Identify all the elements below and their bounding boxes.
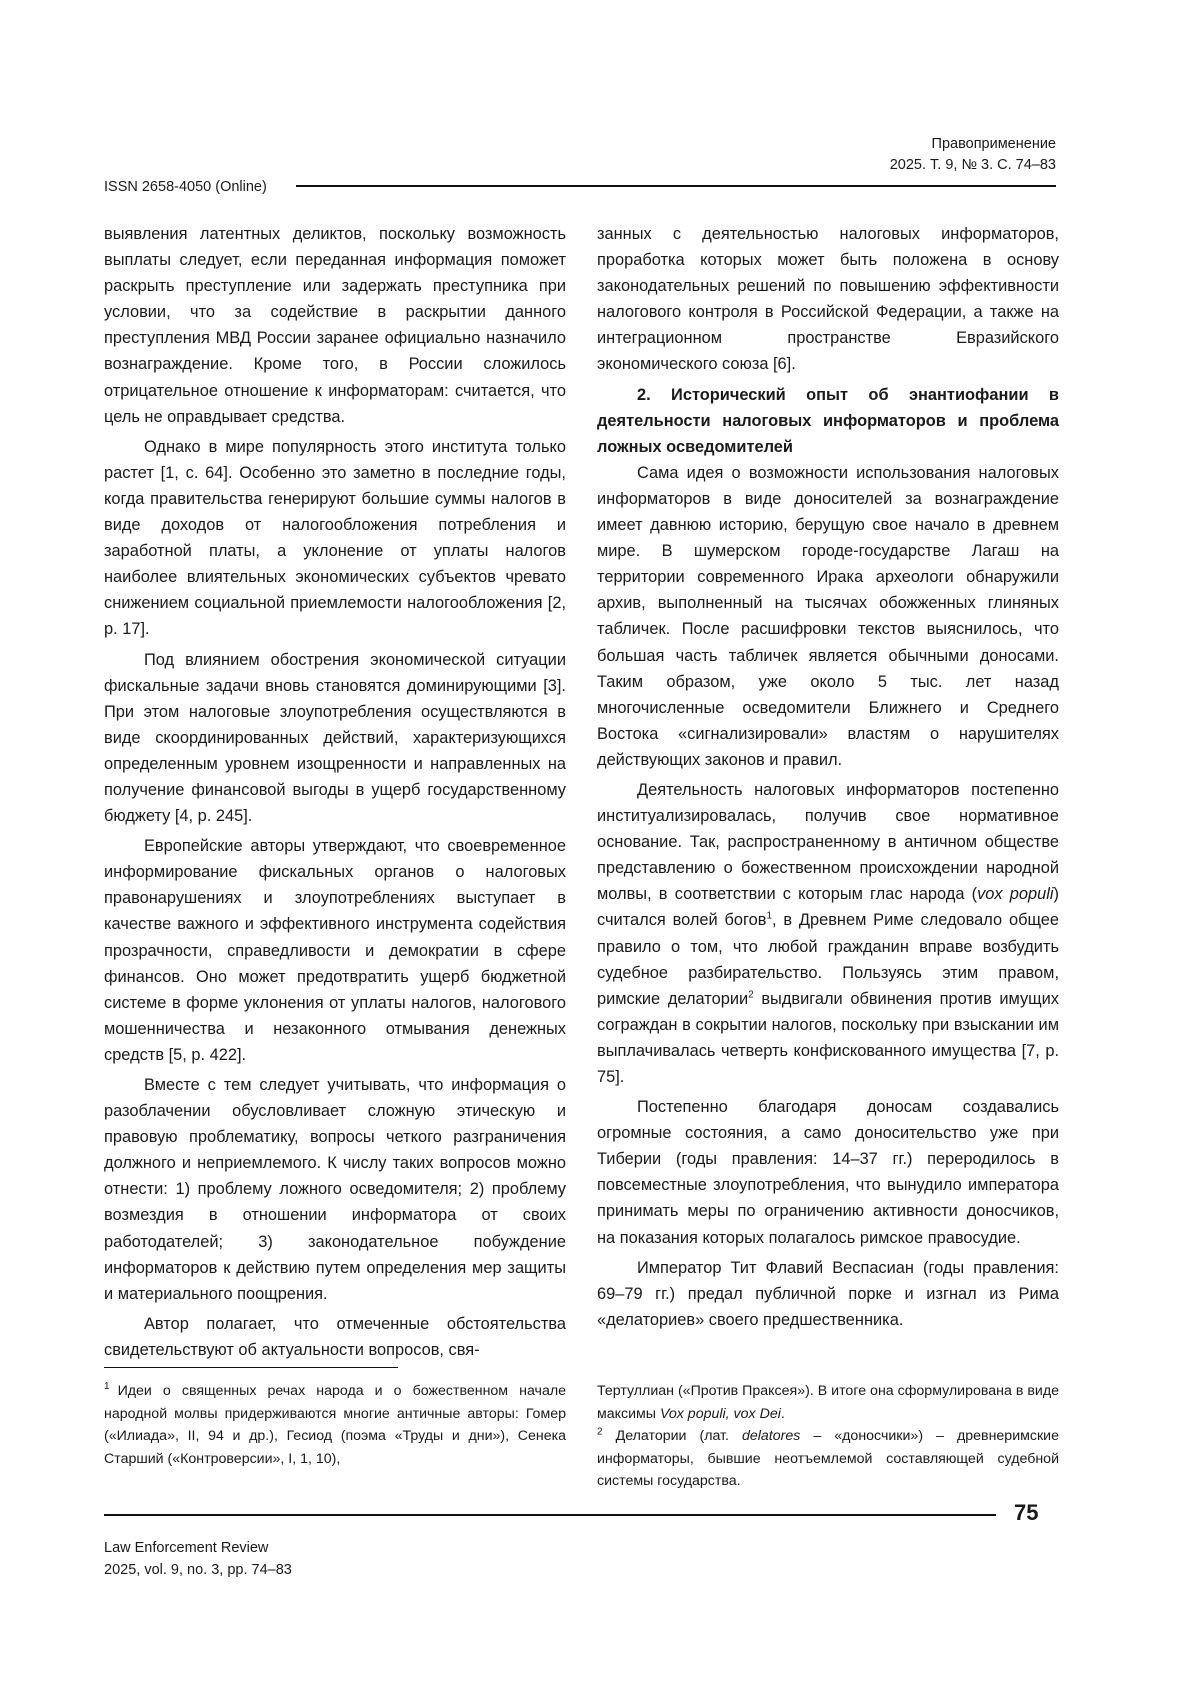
journal-title: Правоприменение: [931, 136, 1056, 152]
footnote-ref-1[interactable]: 1: [766, 910, 773, 922]
paragraph: Постепенно благодаря доносам создавались огромные состояния, а само доносительство уже при Тиберии (годы правления: 14–37 гг.) переродилось в повсеместные злоупотребления, что вынудило императора принимать меры по ограничению активности доносчиков, на показания которых полагалось римское правосудие.: [597, 1098, 1059, 1247]
right-column: [597, 221, 1059, 1337]
footnote-1: $^1$ Идеи о священных речах народа и о божественном начале народной молвы придерживаются многие античные авторы: Гомер («Илиада», II, 94 и др.), Гесиод (поэма «Труды и дни»), Сенека Старший («Контроверсии», I, 1, 10),: [104, 1381, 566, 1467]
section-heading: 2. Исторический опыт об энантиофании в деятельности налоговых информаторов и проблема ложных осведомителей: [597, 385, 1059, 456]
paragraph: Автор полагает, что отмеченные обстоятельства свидетельствуют об актуальности вопросов, свя-: [104, 1314, 566, 1359]
header-rule: [296, 185, 1056, 187]
paragraph: занных с деятельностью налоговых информаторов, проработка которых может быть положена в основу законодательных решений по повышению эффективности налогового контроля в Российской Федерации, а также на интеграционном пространстве Евразийского экономического союза [6].: [597, 225, 1059, 374]
page-number: 75: [1014, 1500, 1039, 1525]
paragraph: Европейские авторы утверждают, что своевременное информирование фискальных органов о налоговых правонарушениях и злоупотреблениях выступает в качестве важного и эффективного инструмента содействия прозрачности, справедливости и демократии в сфере финансов. Оно может предотвратить ущерб бюджетной системе в форме уклонения от уплаты налогов, налогового мошенничества и незаконного отмывания денежных средств [5, p. 422].: [104, 837, 566, 1064]
paragraph: Под влиянием обострения экономической ситуации фискальные задачи вновь становятся доминирующими [3]. При этом налоговые злоупотребления осуществляются в виде скоординированных действий, характеризующихся определенным уровнем изощренности и направленных на получение финансовой выгоды в ущерб государственному бюджету [4, p. 245].: [104, 650, 566, 826]
issn-label: ISSN 2658-4050 (Online): [104, 179, 267, 195]
left-column: [104, 221, 566, 1367]
footnotes-right: [597, 1380, 1059, 1493]
paragraph: выявления латентных деликтов, поскольку возможность выплаты следует, если переданная информация поможет раскрыть преступление или задержать преступника при условии, что за содействие в раскрытии данного преступления МВД России заранее официально назначило вознаграждение. Кроме того, в России сложилось отрицательное отношение к информаторам: считается, что цель не оправдывает средства.: [104, 225, 566, 426]
running-header-right: [866, 134, 1056, 176]
footnote-number: 1: [104, 1381, 110, 1393]
paragraph: Однако в мире популярность этого института только растет [1, с. 64]. Особенно это заметно в последние годы, когда правительства генерируют большие суммы налогов в виде доходов от налогообложения потребления и заработной платы, а уклонение от уплаты налогов наиболее влиятельных экономических субъектов чревато снижением социальной приемлемости налогообложения [2, p. 17].: [104, 437, 566, 639]
footnote-1-continued: Тертуллиан («Против Праксея»). В итоге она сформулирована в виде максимы Vox populi, vox Dei.: [597, 1383, 1059, 1422]
issue-citation: 2025. Т. 9, № 3. С. 74–83: [889, 157, 1056, 173]
paragraph: Деятельность налоговых информаторов постепенно институализировалась, получив свое нормативное основание. Так, распространенному в античном обществе представлению о божественном происхождении народной молвы, в соответствии с которым глас народа (vox populi) считался волей богов$^1$, в Древнем Риме следовало общее правило о том, что любой гражданин вправе возбудить судебное разбирательство. Пользуясь этим правом, римские делатории$^2$ выдвигали обвинения против имущих сограждан в сокрытии налогов, поскольку при взыскании им выплачивалась четверть конфискованного имущества [7, p. 75].: [597, 780, 1059, 1086]
footnotes-left: [104, 1380, 566, 1470]
footnote-2: $^2$ Делатории (лат. delatores – «доносчики») – древнеримские информаторы, бывшие неотъемлемой составляющей судебной системы государства.: [597, 1426, 1059, 1489]
footnote-ref-2[interactable]: 2: [748, 989, 754, 1001]
citation-en: 2025, vol. 9, no. 3, pp. 74–83: [104, 1562, 292, 1578]
footnote-number: 2: [597, 1426, 603, 1438]
running-footer: [104, 1537, 292, 1581]
paragraph: Вместе с тем следует учитывать, что информация о разоблачении обусловливает сложную этическую и правовую проблематику, вопросы четкого разграничения должного и неприемлемого. К числу таких вопросов можно отнести: 1) проблему ложного осведомителя; 2) проблему возмездия в отношении информатора от своих работодателей; 3) законодательное побуждение информаторов к действию путем определения мер защиты и материального поощрения.: [104, 1076, 566, 1303]
journal-title-en: Law Enforcement Review: [104, 1540, 269, 1556]
footer-rule: [104, 1514, 996, 1516]
latin-term: vox populi: [977, 885, 1054, 904]
paragraph: Сама идея о возможности использования налоговых информаторов в виде доносителей за вознаграждение имеет давнюю историю, берущую свое начало в древнем мире. В шумерском городе-государстве Лагаш на территории современного Ирака археологи обнаружили архив, выполненный на тысячах обожженных глиняных табличек. После расшифровки текстов выяснилось, что большая часть табличек является обычными доносами. Таким образом, уже около 5 тыс. лет назад многочисленные осведомители Ближнего и Среднего Востока «сигнализировали» властям о нарушителях действующих законов и правил.: [597, 463, 1059, 769]
footnote-rule: [104, 1367, 398, 1368]
paragraph: Император Тит Флавий Веспасиан (годы правления: 69–79 гг.) предал публичной порке и изгнал из Рима «делаториев» своего предшественника.: [597, 1258, 1059, 1329]
